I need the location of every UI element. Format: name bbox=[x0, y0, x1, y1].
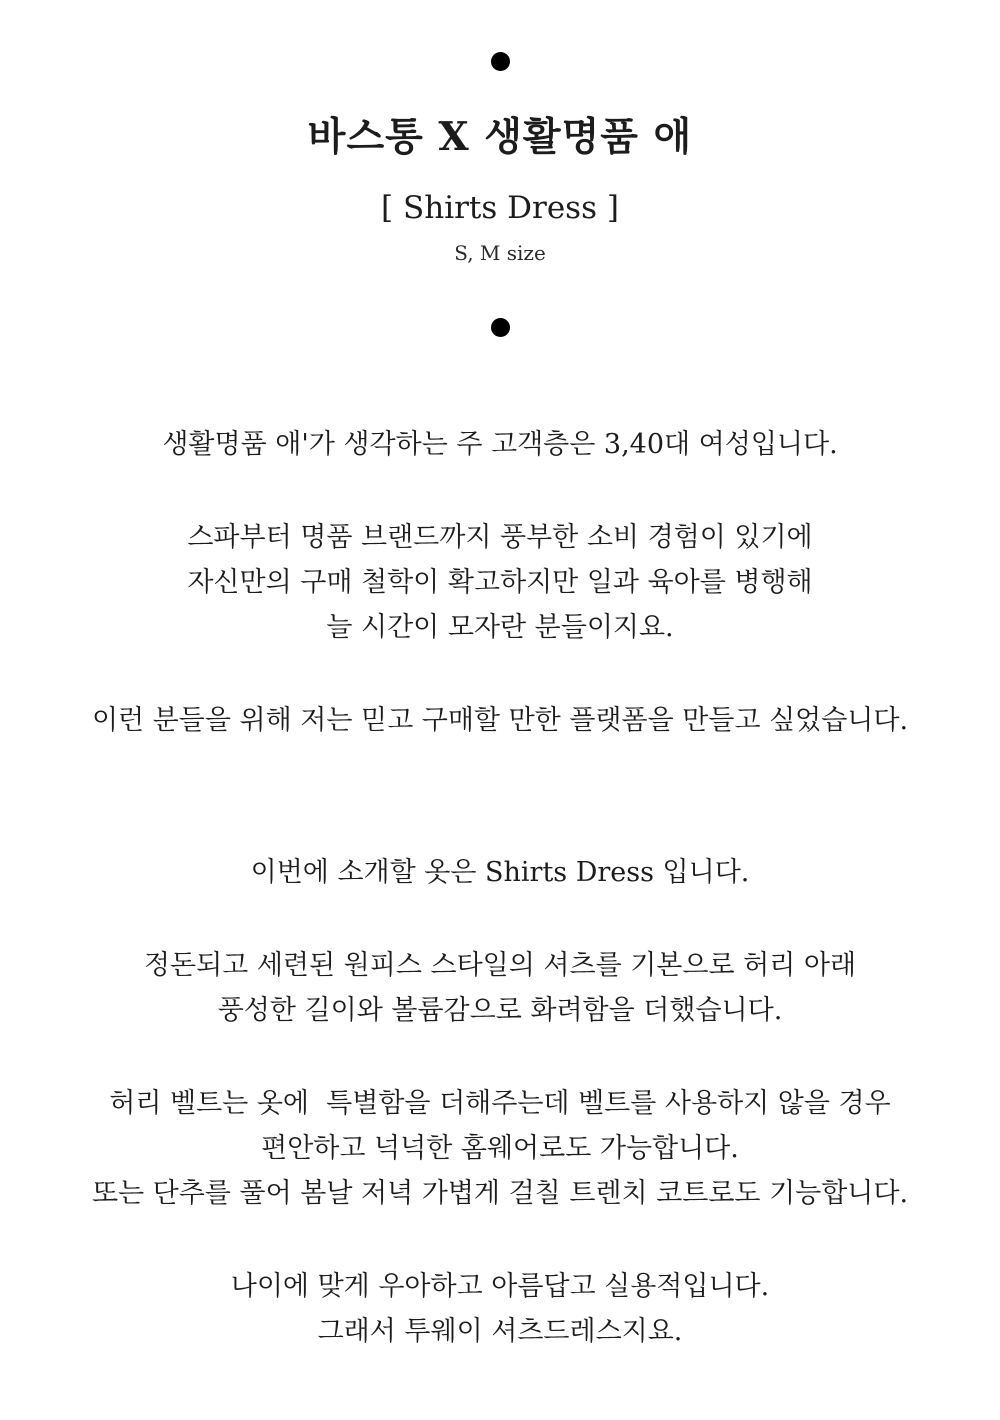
paragraph-summary bbox=[0, 1264, 1000, 1354]
bullet-dot-top bbox=[491, 52, 510, 71]
description-body bbox=[0, 422, 1000, 1354]
page-title: 바스통 X 생활명품 애 bbox=[307, 114, 693, 160]
paragraph-line: 자신만의 구매 철학이 확고하지만 일과 육아를 병행해 bbox=[187, 567, 813, 598]
paragraph-line: 나이에 맞게 우아하고 아름답고 실용적입니다. bbox=[230, 1271, 770, 1302]
paragraph-line: 편안하고 넉넉한 홈웨어로도 가능합니다. bbox=[261, 1133, 739, 1164]
paragraph-line: 정돈되고 세련된 원피스 스타일의 셔츠를 기본으로 허리 아래 bbox=[143, 950, 857, 981]
paragraph-line: 또는 단추를 풀어 봄날 저녁 가볍게 걸칠 트렌치 코트로도 기능합니다. bbox=[91, 1178, 909, 1209]
paragraph-line: 늘 시간이 모자란 분들이지요. bbox=[326, 612, 674, 643]
paragraph-intro bbox=[0, 850, 1000, 895]
paragraph-line: 생활명품 애'가 생각하는 주 고객층은 3,40대 여성입니다. bbox=[162, 429, 838, 460]
paragraph-style bbox=[0, 943, 1000, 1033]
paragraph-customer bbox=[0, 422, 1000, 467]
paragraph-platform bbox=[0, 698, 1000, 743]
paragraph-line: 이런 분들을 위해 저는 믿고 구매할 만한 플랫폼을 만들고 싶었습니다. bbox=[91, 705, 909, 736]
paragraph-line: 풍성한 길이와 볼륨감으로 화려함을 더했습니다. bbox=[217, 995, 783, 1026]
paragraph-line: 그래서 투웨이 셔츠드레스지요. bbox=[317, 1316, 683, 1347]
paragraph-customer-detail bbox=[0, 515, 1000, 650]
paragraph-line: 스파부터 명품 브랜드까지 풍부한 소비 경험이 있기에 bbox=[187, 522, 813, 553]
paragraph-line: 이번에 소개할 옷은 Shirts Dress 입니다. bbox=[250, 857, 750, 888]
paragraph-belt bbox=[0, 1081, 1000, 1216]
size-info: S, M size bbox=[454, 241, 546, 265]
product-name: [ Shirts Dress ] bbox=[381, 190, 619, 226]
bullet-dot-divider bbox=[491, 318, 510, 337]
paragraph-line: 허리 벨트는 옷에 특별함을 더해주는데 벨트를 사용하지 않을 경우 bbox=[109, 1088, 891, 1119]
